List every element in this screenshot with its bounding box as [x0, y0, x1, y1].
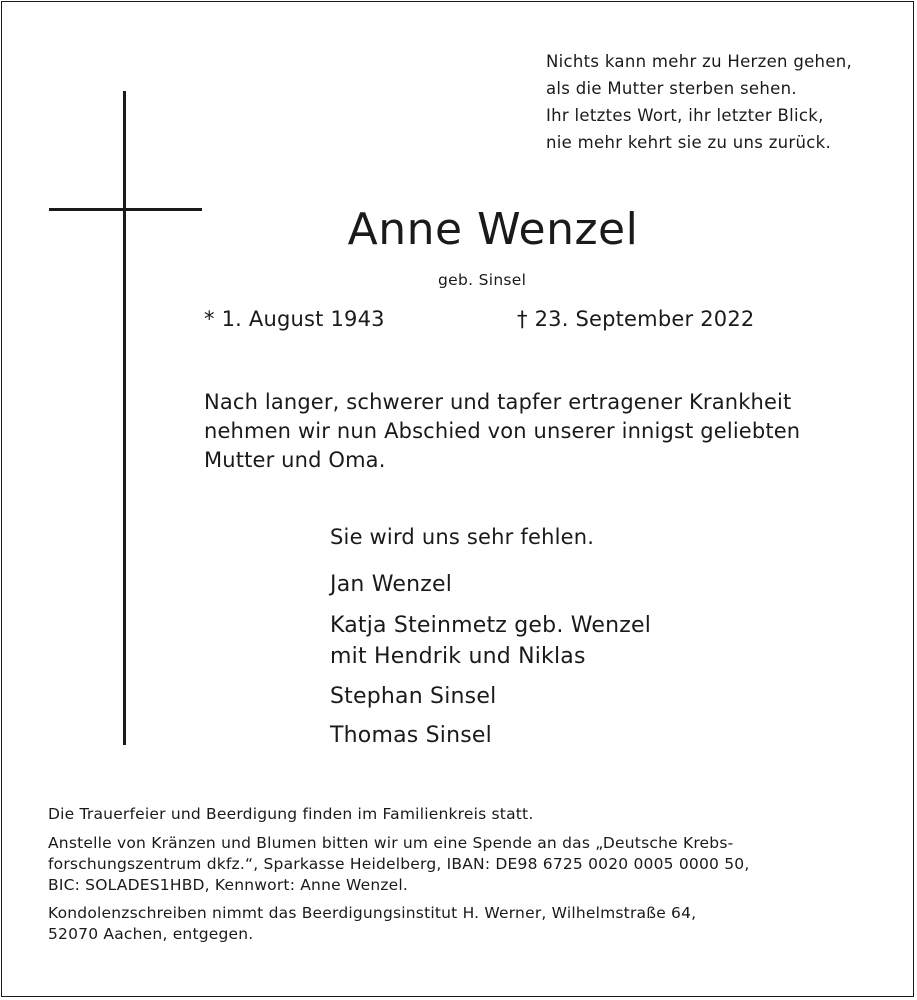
condolence-line: Kondolenzschreiben nimmt das Beerdigungsinstitut H. Werner, Wilhelmstraße 64,	[48, 904, 697, 922]
birth-date: * 1. August 1943	[204, 307, 385, 331]
donation-line: BIC: SOLADES1HBD, Kennwort: Anne Wenzel.	[48, 876, 409, 894]
death-date: † 23. September 2022	[517, 307, 755, 331]
poem	[546, 48, 852, 156]
maiden-name: geb. Sinsel	[438, 271, 527, 289]
mourner-name: Katja Steinmetz geb. Wenzel	[330, 613, 652, 638]
poem-line: nie mehr kehrt sie zu uns zurück.	[546, 133, 832, 152]
cross-icon	[123, 91, 126, 745]
donation-notice	[48, 833, 750, 896]
funeral-line: Die Trauerfeier und Beerdigung finden im Familienkreis statt.	[48, 805, 534, 823]
deceased-name: Anne Wenzel	[347, 204, 639, 255]
poem-line: Nichts kann mehr zu Herzen gehen,	[546, 52, 853, 71]
poem-line: als die Mutter sterben sehen.	[546, 79, 797, 98]
mourner-name: Stephan Sinsel	[330, 684, 497, 709]
mourner-name: Thomas Sinsel	[330, 723, 492, 748]
farewell-message	[204, 388, 800, 475]
condolence-line: 52070 Aachen, entgegen.	[48, 925, 254, 943]
mourner-name: mit Hendrik und Niklas	[330, 644, 586, 669]
mourners-intro: Sie wird uns sehr fehlen.	[330, 525, 595, 549]
message-line: Nach langer, schwerer und tapfer ertragener Krankheit	[204, 390, 792, 414]
message-line: Mutter und Oma.	[204, 448, 386, 472]
donation-line: Anstelle von Kränzen und Blumen bitten wir um eine Spende an das „Deutsche Krebs-	[48, 834, 734, 852]
mourner-name: Jan Wenzel	[330, 572, 453, 597]
condolence-notice	[48, 903, 696, 945]
donation-line: forschungszentrum dkfz.“, Sparkasse Heidelberg, IBAN: DE98 6725 0020 0005 0000 50,	[48, 855, 750, 873]
funeral-notice	[48, 804, 533, 825]
poem-line: Ihr letztes Wort, ihr letzter Blick,	[546, 106, 824, 125]
message-line: nehmen wir nun Abschied von unserer innigst geliebten	[204, 419, 801, 443]
